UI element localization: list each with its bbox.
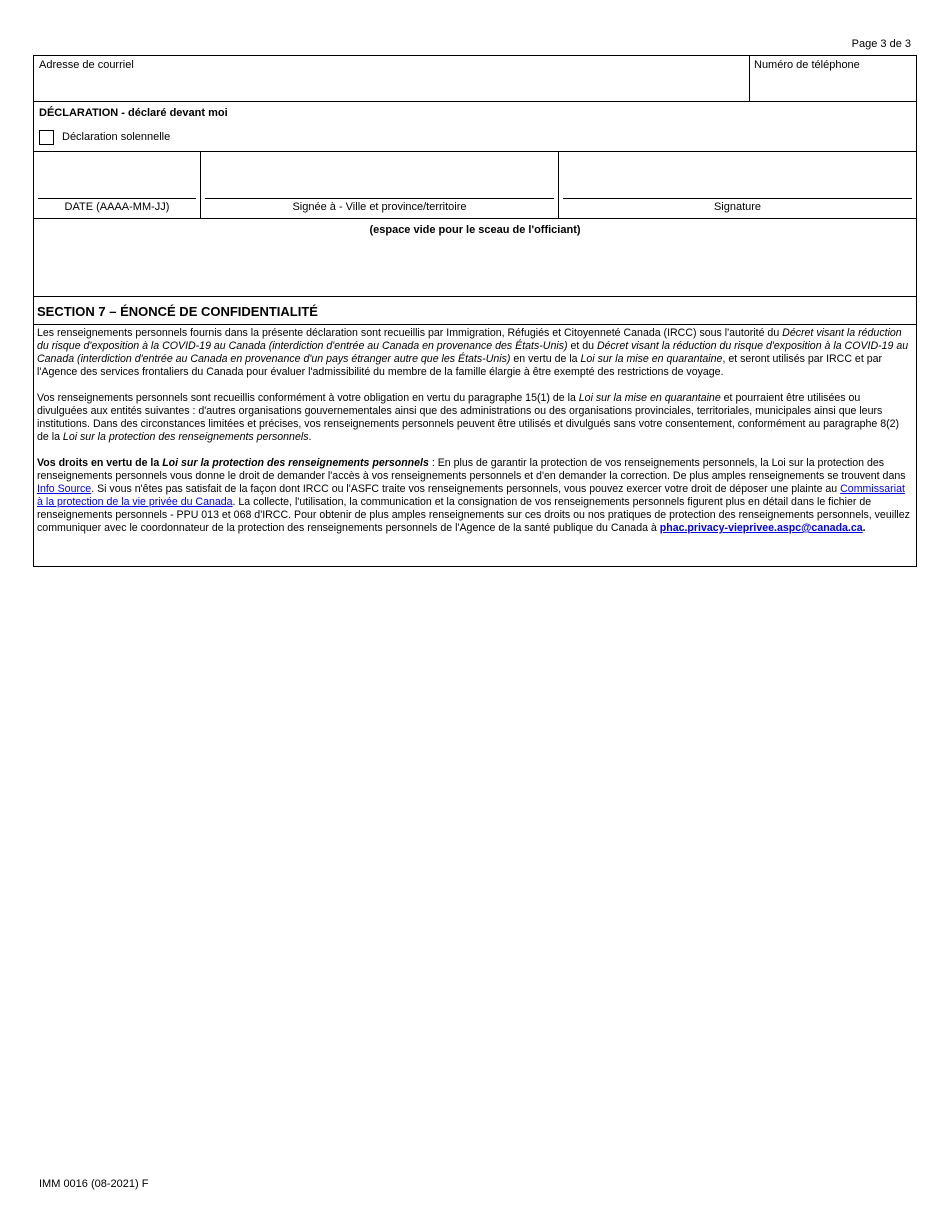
email-field[interactable] — [34, 56, 750, 101]
page-number: Page 3 de 3 — [851, 38, 911, 50]
signature-field[interactable] — [559, 152, 916, 218]
declaration-header — [34, 102, 916, 152]
seal-area — [34, 219, 916, 297]
form-code: IMM 0016 (08-2021) F — [39, 1178, 149, 1190]
text-run: . — [308, 431, 312, 443]
privacy-commissioner-link[interactable]: Commissariat à la protection de la vie privée du Canada — [37, 483, 905, 508]
phone-label: Numéro de téléphone — [754, 59, 860, 71]
info-source-link[interactable]: Info Source — [37, 483, 92, 495]
signature-row — [34, 152, 916, 219]
privacy-paragraph-2 — [37, 392, 913, 444]
phone-field[interactable] — [749, 56, 916, 101]
date-line — [38, 198, 196, 199]
text-run: . Si vous n'êtes pas satisfait de la façon dont IRCC ou l'ASFC traite vos renseignements personnels, vous pouvez exercer votre droit de déposer une plainte au — [91, 483, 841, 495]
text-run: , et seront utilisés par IRCC et par l'Agence des services frontaliers du Canada pour évaluer l'admissibilité du membre de la famille élargie à être exempté des restrictions de voyage. — [37, 353, 883, 378]
section-7-title: SECTION 7 – ÉNONCÉ DE CONFIDENTIALITÉ — [37, 304, 318, 319]
privacy-act-title: Loi sur la protection des renseignements personnels — [62, 431, 309, 443]
privacy-email-link[interactable]: phac.privacy-vieprivee.aspc@canada.ca — [659, 522, 863, 534]
quarantine-act-title: Loi sur la mise en quarantaine — [580, 353, 723, 365]
text-run: et du — [567, 340, 597, 352]
signed-at-label: Signée à - Ville et province/territoire — [292, 201, 467, 213]
privacy-statement — [37, 327, 913, 548]
signed-at-line — [205, 198, 554, 199]
decree-title-us: Décret visant la réduction du risque d'exposition à la COVID-19 au Canada (interdiction d'entrée au Canada en provenance des États-Unis) — [37, 327, 902, 352]
text-run: Vos renseignements personnels sont recueillis conformément à votre obligation en vertu du paragraphe 15(1) de la — [37, 392, 579, 404]
date-label: DATE (AAAA-MM-JJ) — [64, 201, 170, 213]
signature-label: Signature — [713, 201, 762, 213]
declaration-form — [33, 55, 917, 567]
solemn-declaration-checkbox[interactable] — [39, 130, 54, 145]
signature-line — [563, 198, 912, 199]
declaration-title: DÉCLARATION - déclaré devant moi — [39, 107, 228, 119]
text-run: en vertu de la — [510, 353, 581, 365]
text-run: . La collecte, l'utilisation, la communication et la consignation de vos renseignements personnels figurent plus en détail dans le fichier de renseignements personnels - PPU 013 et 068 d'IRCC. Pour obtenir de plus amples renseignements sur ces droits ou nos pratiques de protection des renseignements personnels, veuillez communiquer avec le coordonnateur de la protection des renseignements personnels de l'Agence de la santé publique du Canada à — [37, 496, 910, 534]
text-run: : En plus de garantir la protection de vos renseignements personnels, la Loi sur la protection des renseignements personnels vous donne le droit de demander l'accès à vos renseignements personnels et d'en demander la correction. De plus amples renseignements se trouvent dans — [37, 457, 906, 482]
signed-at-field[interactable] — [201, 152, 559, 218]
contact-row — [34, 56, 916, 102]
section-7-header — [34, 297, 916, 325]
text-run: Les renseignements personnels fournis dans la présente déclaration sont recueillis par Immigration, Réfugiés et Citoyenneté Canada (IRCC) sous l'autorité du — [37, 327, 783, 339]
rights-heading: Vos droits en vertu de la — [37, 457, 163, 469]
text-run: et pourraient être utilisées ou divulguées aux entités suivantes : d'autres organisations gouvernementales ainsi que des administrations ou des organisations provinciales, territoriales, municipales ainsi que leurs institutions. Dans des circonstances limitées et précises, vos renseignements personnels peuvent être utilisés et divulgués sans votre consentement, conformément au paragraphe 8(2) de la — [37, 392, 900, 443]
privacy-paragraph-1 — [37, 327, 913, 379]
solemn-declaration-label: Déclaration solennelle — [62, 131, 171, 143]
privacy-act-title: Loi sur la protection des renseignements personnels — [162, 457, 429, 469]
date-field[interactable] — [34, 152, 201, 218]
email-label: Adresse de courriel — [39, 59, 134, 71]
privacy-paragraph-3 — [37, 457, 913, 535]
text-run: . — [862, 522, 866, 534]
quarantine-act-title: Loi sur la mise en quarantaine — [578, 392, 721, 404]
decree-title-other: Décret visant la réduction du risque d'exposition à la COVID-19 au Canada (interdiction d'entrée au Canada en provenance d'un pays étranger autre que les États-Unis) — [37, 340, 909, 365]
seal-note: (espace vide pour le sceau de l'officiant) — [369, 224, 581, 236]
